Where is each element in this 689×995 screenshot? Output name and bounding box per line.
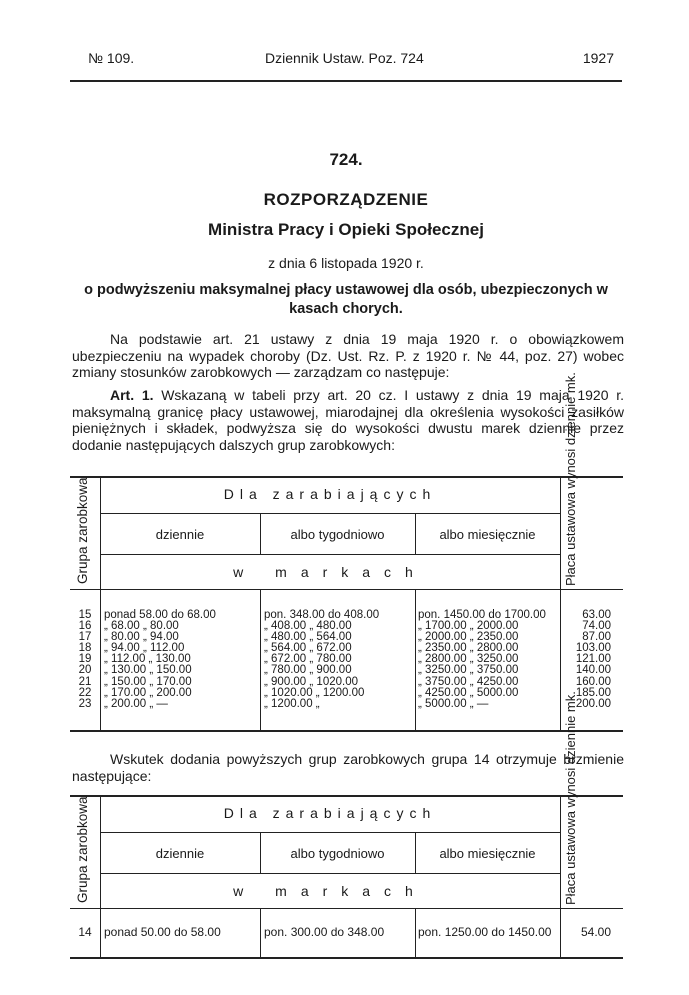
header-bottom-rule bbox=[70, 589, 623, 590]
table-cell: 20 bbox=[78, 664, 92, 677]
in-marks-header: w markach bbox=[233, 564, 427, 580]
table-cell: „ 94.00 „ 112.00 bbox=[104, 642, 185, 655]
header-rule-1 bbox=[100, 513, 560, 514]
header-rule-1 bbox=[100, 832, 560, 833]
table-cell: 22 bbox=[78, 686, 92, 699]
table-cell: 15 bbox=[78, 609, 92, 621]
table-cell: pon. 348.00 do 408.00 bbox=[264, 609, 380, 621]
document-subject: o podwyższeniu maksymalnej płacy ustawowej dla osób, ubezpieczonych w kasach chorych. bbox=[84, 282, 608, 317]
table-top-rule bbox=[70, 795, 623, 797]
table-cell: 200.00 bbox=[575, 697, 611, 710]
in-marks-header: w markach bbox=[233, 883, 427, 899]
issue-number: № 109. bbox=[88, 50, 135, 66]
for-earners-header: Dla zarabiających bbox=[223, 805, 437, 821]
issue-date: z dnia 6 listopada 1920 r. bbox=[268, 255, 424, 271]
table-cell: 19 bbox=[78, 653, 92, 666]
weekly-column bbox=[264, 610, 412, 710]
table-top-rule bbox=[70, 476, 623, 478]
col-rule-wage bbox=[560, 476, 561, 731]
table-cell: 185.00 bbox=[575, 686, 611, 699]
amendment-text: Wskutek dodania powyższych grup zarobkowych grupa 14 otrzymuje brzmienie następujące: bbox=[72, 751, 624, 784]
table-cell: pon. 1450.00 do 1700.00 bbox=[418, 609, 546, 621]
table-cell: 18 bbox=[78, 642, 92, 655]
header-bottom-rule bbox=[70, 908, 623, 909]
table-cell: „ 780.00 „ 900.00 bbox=[264, 664, 352, 677]
group-14-weekly: pon. 300.00 do 348.00 bbox=[264, 925, 385, 939]
table-cell: „ 3750.00 „ 4250.00 bbox=[418, 675, 519, 688]
wage-column-header: Płaca ustawowa wynosi dziennie mk. bbox=[563, 691, 578, 905]
table-cell: „ 200.00 „ — bbox=[104, 697, 168, 710]
position-number: 724. bbox=[329, 150, 363, 169]
document-title: ROZPORZĄDZENIE bbox=[263, 190, 429, 209]
article-label: Art. 1. bbox=[110, 387, 154, 403]
table-cell: 21 bbox=[78, 675, 92, 688]
table-cell: 140.00 bbox=[575, 664, 611, 677]
table-cell: „ 130.00 „ 150.00 bbox=[104, 664, 192, 677]
article-1 bbox=[72, 387, 624, 453]
table-cell: „ 2000.00 „ 2350.00 bbox=[418, 631, 519, 644]
group-column-header: Grupa zarobkowa bbox=[75, 477, 90, 584]
table-cell: 23 bbox=[78, 697, 92, 710]
daily-header: dziennie bbox=[155, 846, 205, 861]
year: 1927 bbox=[582, 50, 614, 66]
group-column bbox=[70, 610, 100, 710]
for-earners-header: Dla zarabiających bbox=[223, 486, 437, 502]
journal-reference: Dziennik Ustaw. Poz. 724 bbox=[265, 50, 424, 66]
table-cell: 17 bbox=[78, 631, 92, 644]
table-cell: „ 672.00 „ 780.00 bbox=[264, 653, 352, 666]
header-rule bbox=[70, 80, 622, 82]
group-column-header: Grupa zarobkowa bbox=[75, 796, 90, 903]
table-cell: 87.00 bbox=[582, 631, 611, 644]
table-cell: „ 900.00 „ 1020.00 bbox=[264, 675, 358, 688]
preamble: Na podstawie art. 21 ustawy z dnia 19 maja 1920 r. o obowiązkowem ubezpieczeniu na wypadek choroby (Dz. Ust. Rz. P. z 1920 r. № 44, poz. 27) wobec zmiany stosunków zarobkowych — zarządzam co następuje: bbox=[72, 331, 624, 381]
table-cell: 63.00 bbox=[582, 609, 611, 621]
table-cell: „ 4250.00 „ 5000.00 bbox=[418, 686, 519, 699]
group-14-wage: 54.00 bbox=[580, 925, 611, 939]
table-cell: „ 170.00 „ 200.00 bbox=[104, 686, 192, 699]
table-cell: „ 480.00 „ 564.00 bbox=[264, 631, 352, 644]
table-cell: „ 2800.00 „ 3250.00 bbox=[418, 653, 519, 666]
weekly-header: albo tygodniowo bbox=[290, 527, 385, 542]
table-cell: „ 3250.00 „ 3750.00 bbox=[418, 664, 519, 677]
table-cell: „ 1020.00 „ 1200.00 bbox=[264, 686, 365, 699]
weekly-header: albo tygodniowo bbox=[290, 846, 385, 861]
table-cell: 121.00 bbox=[575, 653, 611, 666]
monthly-header: albo miesięcznie bbox=[439, 846, 536, 861]
group-14-daily: ponad 50.00 do 58.00 bbox=[104, 925, 221, 939]
table-cell: „ 1200.00 „ bbox=[264, 697, 320, 710]
table-cell: 74.00 bbox=[582, 620, 611, 633]
table-cell: „ 150.00 „ 170.00 bbox=[104, 675, 192, 688]
group-14-monthly: pon. 1250.00 do 1450.00 bbox=[418, 925, 552, 939]
table-cell: 160.00 bbox=[575, 675, 611, 688]
table-cell: „ 5000.00 „ — bbox=[418, 697, 489, 710]
table-cell: „ 1700.00 „ 2000.00 bbox=[418, 620, 519, 633]
page-header bbox=[70, 50, 622, 70]
table-bottom-rule bbox=[70, 730, 623, 732]
col-rule-daily bbox=[260, 589, 261, 731]
col-rule-wage bbox=[560, 795, 561, 958]
col-rule-daily bbox=[260, 908, 261, 958]
group-14-cell: 14 bbox=[78, 925, 92, 939]
daily-column bbox=[104, 610, 256, 710]
col-rule-weekly bbox=[415, 908, 416, 958]
table-cell: „ 80.00 „ 94.00 bbox=[104, 631, 179, 644]
daily-header: dziennie bbox=[155, 527, 205, 542]
table-cell: „ 564.00 „ 672.00 bbox=[264, 642, 352, 655]
article-text: Wskazaną w tabeli przy art. 20 cz. I ustawy z dnia 19 maja 1920 r. maksymalną granicę płacy ustawowej, miarodajnej dla określenia wysokości zasiłków pieniężnych i składek, podwyższa się do wysokości dwustu marek dziennie przez dodanie następujących dalszych grup zarobkowych: bbox=[72, 387, 624, 453]
col-rule-group bbox=[100, 476, 101, 731]
table-cell: 103.00 bbox=[575, 642, 611, 655]
table-cell: „ 68.00 „ 80.00 bbox=[104, 620, 179, 633]
table-cell: „ 112.00 „ 130.00 bbox=[104, 653, 191, 666]
monthly-header: albo miesięcznie bbox=[439, 527, 536, 542]
monthly-column bbox=[418, 610, 558, 710]
table-cell: „ 408.00 „ 480.00 bbox=[264, 620, 352, 633]
issuing-authority: Ministra Pracy i Opieki Społecznej bbox=[208, 220, 484, 239]
header-rule-2 bbox=[100, 873, 560, 874]
table-cell: 16 bbox=[78, 620, 92, 633]
table-cell: ponad 58.00 do 68.00 bbox=[104, 609, 216, 621]
table-bottom-rule bbox=[70, 957, 623, 959]
wage-column-header: Płaca ustawowa wynosi dziennie mk. bbox=[563, 372, 578, 586]
col-rule-weekly bbox=[415, 589, 416, 731]
header-rule-2 bbox=[100, 554, 560, 555]
table-cell: „ 2350.00 „ 2800.00 bbox=[418, 642, 519, 655]
